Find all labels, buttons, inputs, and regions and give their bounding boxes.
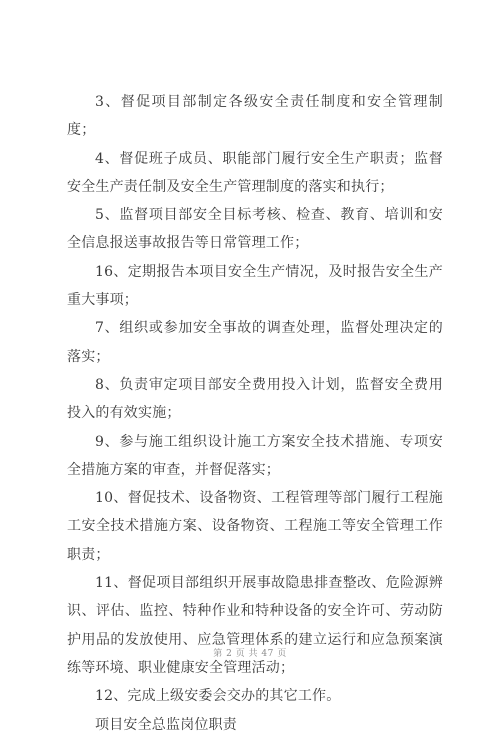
paragraph-item-10: 10、督促技术、设备物资、工程管理等部门履行工程施工安全技术措施方案、设备物资、工程施工等安全管理工作职责；: [67, 490, 443, 563]
document-body: [67, 88, 443, 739]
page-number-footer: 第 2 页 共 47 页: [213, 649, 287, 659]
paragraph-item-8: 8、负责审定项目部安全费用投入计划，监督安全费用投入的有效实施；: [67, 376, 443, 422]
paragraph-item-7: 7、组织或参加安全事故的调查处理，监督处理决定的落实；: [67, 320, 443, 365]
paragraph-item-5: 5、监督项目部安全目标考核、检查、教育、培训和安全信息报送事故报告等日常管理工作；: [67, 207, 443, 252]
paragraph-item-11: 11、督促项目部组织开展事故隐患排查整改、危险源辨识、评估、监控、特种作业和特种设备的安全许可、劳动防护用品的发放使用、应急管理体系的建立运行和应急预案演练等环境、职业健康安全管理活动；: [67, 575, 443, 676]
paragraph-item-9: 9、参与施工组织设计施工方案安全技术措施、专项安全措施方案的审查，并督促落实；: [67, 433, 443, 478]
section-heading: 项目安全总监岗位职责: [95, 716, 237, 733]
paragraph-item-4: 4、督促班子成员、职能部门履行安全生产职责；监督安全生产责任制及安全生产管理制度的落实和执行；: [67, 150, 443, 195]
paragraph-item-3: 3、督促项目部制定各级安全责任制度和安全管理制度；: [67, 94, 443, 139]
paragraph-item-16: 16、定期报告本项目安全生产情况，及时报告安全生产重大事项；: [67, 263, 443, 309]
paragraph-item-12: 12、完成上级安委会交办的其它工作。: [95, 688, 341, 705]
